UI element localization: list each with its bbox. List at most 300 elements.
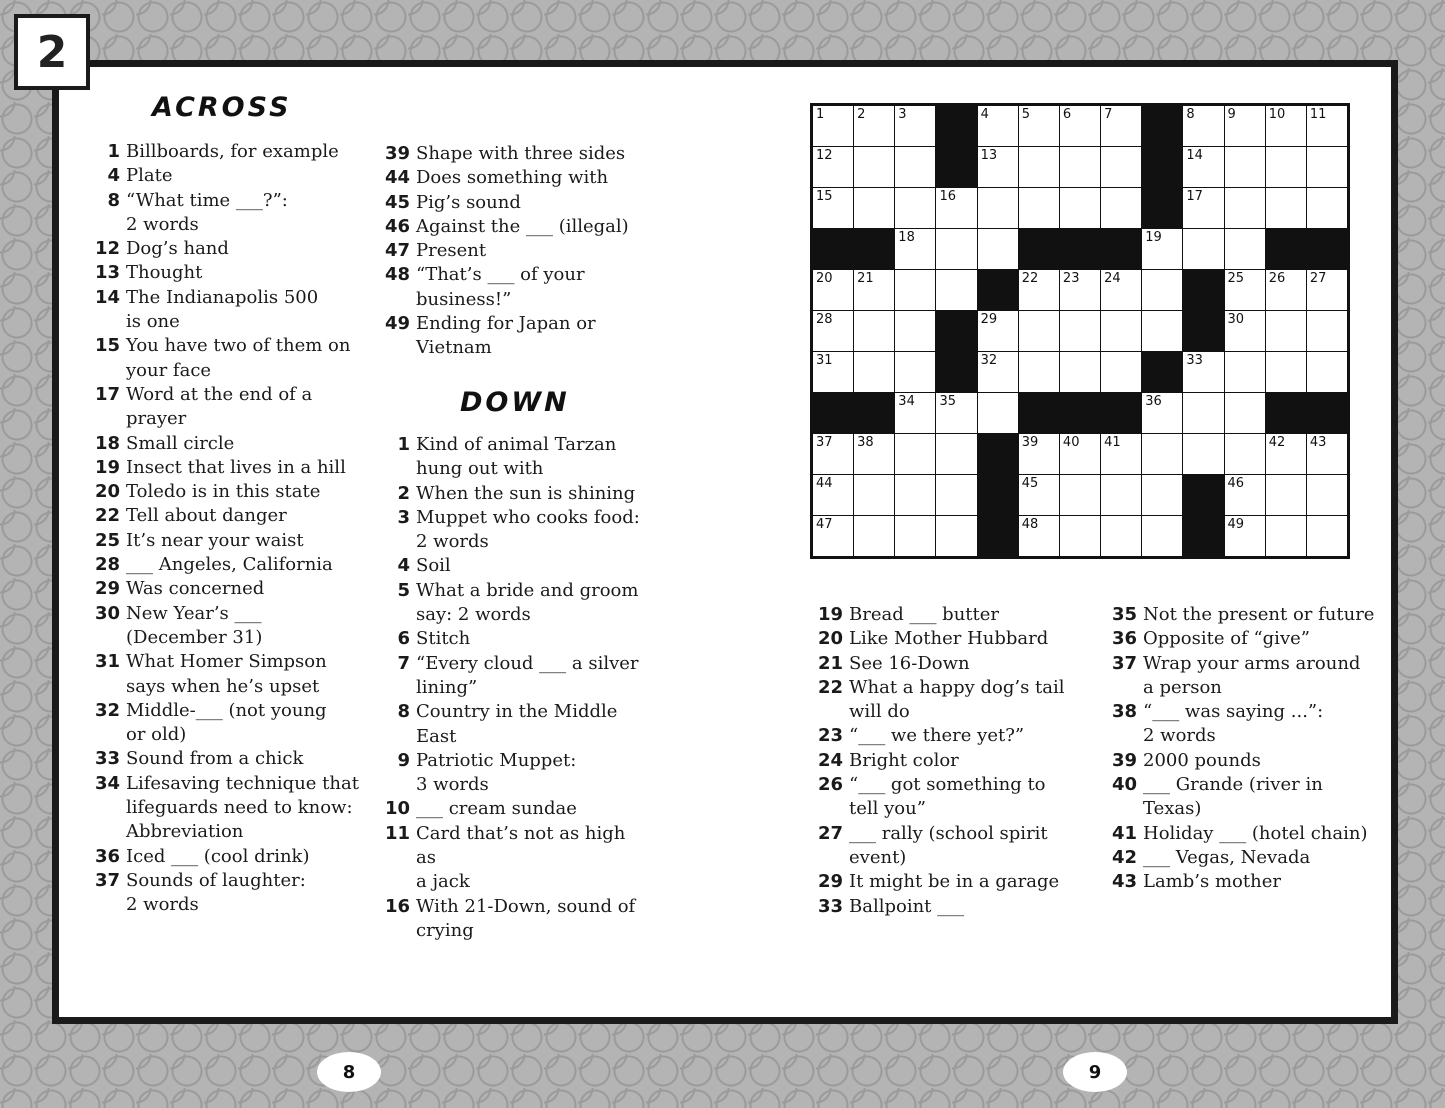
down-clue-42 bbox=[1107, 846, 1387, 870]
clue-line: Toledo is in this state bbox=[126, 481, 321, 503]
clue-text bbox=[120, 845, 309, 869]
black-square bbox=[1060, 393, 1100, 433]
cell-number: 21 bbox=[857, 271, 874, 286]
clue-line: Wrap your arms around bbox=[1143, 652, 1361, 674]
grid-cell[interactable] bbox=[1183, 229, 1223, 269]
grid-cell[interactable] bbox=[813, 106, 853, 146]
grid-cell[interactable] bbox=[895, 475, 935, 515]
black-square bbox=[936, 147, 976, 187]
grid-cell[interactable] bbox=[1225, 393, 1265, 433]
across-clue-12 bbox=[90, 237, 360, 261]
across-clue-48 bbox=[380, 263, 650, 312]
cell-number: 7 bbox=[1104, 107, 1113, 122]
clue-line: Pig’s sound bbox=[416, 191, 521, 213]
clue-line: Like Mother Hubbard bbox=[849, 628, 1049, 650]
across-clue-4 bbox=[90, 164, 360, 188]
clue-line: Vietnam bbox=[416, 337, 492, 359]
clue-text bbox=[410, 191, 521, 215]
clue-text bbox=[120, 529, 304, 553]
cell-number: 47 bbox=[816, 517, 833, 532]
clue-text bbox=[120, 261, 202, 285]
grid-cell[interactable] bbox=[813, 516, 853, 556]
clue-text bbox=[1137, 603, 1374, 627]
clue-line: will do bbox=[849, 701, 910, 723]
down-clue-2 bbox=[380, 482, 650, 506]
grid-cell[interactable] bbox=[1060, 147, 1100, 187]
clue-text bbox=[120, 553, 333, 577]
across-clue-29 bbox=[90, 577, 360, 601]
grid-cell[interactable] bbox=[813, 188, 853, 228]
grid-cell[interactable] bbox=[1101, 434, 1141, 474]
clue-number: 22 bbox=[817, 676, 843, 698]
grid-cell[interactable] bbox=[854, 516, 894, 556]
grid-cell[interactable] bbox=[1142, 393, 1182, 433]
clue-text bbox=[410, 142, 625, 166]
clue-line: Lamb’s mother bbox=[1143, 871, 1281, 893]
cell-number: 27 bbox=[1309, 271, 1327, 286]
grid-cell[interactable] bbox=[813, 434, 853, 474]
grid-cell[interactable] bbox=[895, 229, 935, 269]
grid-cell[interactable] bbox=[1307, 188, 1347, 228]
grid-cell[interactable] bbox=[1266, 188, 1306, 228]
grid-cell[interactable] bbox=[895, 516, 935, 556]
page-number-left: 8 bbox=[317, 1052, 381, 1092]
grid-cell[interactable] bbox=[1019, 516, 1059, 556]
clue-number: 39 bbox=[384, 143, 410, 164]
grid-cell[interactable] bbox=[1266, 475, 1306, 515]
clue-text bbox=[843, 822, 1048, 871]
clue-line: business!” bbox=[416, 288, 512, 310]
clue-text bbox=[410, 482, 635, 506]
clue-number: 12 bbox=[94, 238, 120, 260]
down-clue-26 bbox=[813, 773, 1093, 822]
clue-line: (December 31) bbox=[126, 626, 263, 648]
across-clue-44 bbox=[380, 166, 650, 190]
grid-cell[interactable] bbox=[1060, 352, 1100, 392]
grid-cell[interactable] bbox=[854, 188, 894, 228]
grid-cell[interactable] bbox=[1019, 270, 1059, 310]
grid-cell[interactable] bbox=[1307, 311, 1347, 351]
clue-number: 2 bbox=[397, 482, 410, 504]
down-clues-column-2 bbox=[813, 603, 1093, 919]
page-number-right: 9 bbox=[1063, 1052, 1127, 1092]
clue-text bbox=[1137, 700, 1323, 749]
grid-cell[interactable] bbox=[1183, 106, 1223, 146]
clue-number: 18 bbox=[94, 432, 120, 454]
grid-cell[interactable] bbox=[978, 393, 1018, 433]
grid-cell[interactable] bbox=[1183, 393, 1223, 433]
grid-cell[interactable] bbox=[1101, 352, 1141, 392]
grid-cell[interactable] bbox=[1266, 147, 1306, 187]
cell-number: 12 bbox=[816, 148, 833, 163]
grid-cell[interactable] bbox=[1019, 188, 1059, 228]
clue-text bbox=[843, 724, 1024, 748]
clue-number: 26 bbox=[817, 774, 843, 796]
cell-number: 44 bbox=[816, 476, 833, 491]
grid-cell[interactable] bbox=[1183, 188, 1223, 228]
grid-cell[interactable] bbox=[978, 106, 1018, 146]
clue-number: 27 bbox=[817, 822, 843, 844]
clue-line: Texas) bbox=[1143, 798, 1202, 820]
clue-text bbox=[120, 189, 288, 238]
grid-cell[interactable] bbox=[1101, 147, 1141, 187]
grid-cell[interactable] bbox=[1266, 270, 1306, 310]
clue-number: 16 bbox=[384, 895, 410, 917]
grid-cell[interactable] bbox=[1225, 270, 1265, 310]
clue-number: 9 bbox=[397, 749, 410, 771]
cell-number: 18 bbox=[898, 230, 915, 245]
down-clue-8 bbox=[380, 700, 650, 749]
grid-cell[interactable] bbox=[1142, 270, 1182, 310]
grid-cell[interactable] bbox=[1142, 434, 1182, 474]
grid-cell[interactable] bbox=[813, 352, 853, 392]
clue-line: ___ Angeles, California bbox=[126, 554, 333, 576]
clue-number: 4 bbox=[397, 555, 410, 577]
across-clue-14 bbox=[90, 286, 360, 335]
black-square bbox=[1060, 229, 1100, 269]
grid-cell[interactable] bbox=[895, 393, 935, 433]
black-square bbox=[1142, 188, 1182, 228]
clue-line: Small circle bbox=[126, 432, 235, 454]
grid-cell[interactable] bbox=[1142, 311, 1182, 351]
across-clue-39 bbox=[380, 142, 650, 166]
clue-line: What a happy dog’s tail bbox=[849, 676, 1065, 698]
across-clue-49 bbox=[380, 312, 650, 361]
black-square bbox=[1183, 516, 1223, 556]
grid-cell[interactable] bbox=[1101, 475, 1141, 515]
grid-cell[interactable] bbox=[1266, 106, 1306, 146]
clue-number: 19 bbox=[94, 456, 120, 478]
clue-text bbox=[410, 215, 629, 239]
clue-text bbox=[120, 432, 234, 456]
grid-cell[interactable] bbox=[1101, 270, 1141, 310]
grid-cell[interactable] bbox=[1183, 147, 1223, 187]
across-clue-45 bbox=[380, 191, 650, 215]
clue-line: Plate bbox=[126, 165, 173, 187]
clue-line: What Homer Simpson bbox=[126, 651, 327, 673]
grid-cell[interactable] bbox=[978, 311, 1018, 351]
grid-cell[interactable] bbox=[895, 188, 935, 228]
clue-number: 11 bbox=[384, 822, 410, 844]
down-clue-3 bbox=[380, 506, 650, 555]
clue-line: Lifesaving technique that bbox=[126, 772, 359, 794]
grid-cell[interactable] bbox=[813, 475, 853, 515]
clue-number: 19 bbox=[817, 604, 843, 625]
clue-text bbox=[120, 577, 264, 601]
cell-number: 8 bbox=[1186, 107, 1195, 122]
clue-text bbox=[120, 237, 229, 261]
grid-cell[interactable] bbox=[936, 270, 976, 310]
clue-number: 10 bbox=[384, 798, 410, 820]
down-heading: DOWN bbox=[460, 387, 570, 418]
across-clue-8 bbox=[90, 189, 360, 238]
clue-text bbox=[410, 166, 608, 190]
cell-number: 28 bbox=[816, 312, 833, 327]
grid-cell[interactable] bbox=[1060, 106, 1100, 146]
across-clue-37 bbox=[90, 869, 360, 918]
across-clue-18 bbox=[90, 432, 360, 456]
clue-line: Word at the end of a bbox=[126, 383, 313, 405]
grid-cell[interactable] bbox=[1225, 229, 1265, 269]
cell-number: 32 bbox=[980, 353, 998, 368]
clue-number: 3 bbox=[397, 506, 410, 528]
grid-cell[interactable] bbox=[1060, 516, 1100, 556]
grid-cell[interactable] bbox=[1307, 434, 1347, 474]
clue-number: 42 bbox=[1111, 846, 1137, 868]
grid-cell[interactable] bbox=[978, 188, 1018, 228]
grid-cell[interactable] bbox=[1019, 311, 1059, 351]
grid-cell[interactable] bbox=[936, 516, 976, 556]
cell-number: 23 bbox=[1062, 271, 1080, 286]
grid-cell[interactable] bbox=[1101, 188, 1141, 228]
clue-text bbox=[120, 164, 173, 188]
clue-line: Tell about danger bbox=[126, 505, 287, 527]
clue-line: Sound from a chick bbox=[126, 748, 304, 770]
clue-text bbox=[120, 747, 303, 771]
clue-text bbox=[120, 699, 327, 748]
clue-text bbox=[410, 239, 486, 263]
clue-line: ___ cream sundae bbox=[416, 798, 577, 820]
grid-cell[interactable] bbox=[854, 434, 894, 474]
down-clue-40 bbox=[1107, 773, 1387, 822]
grid-cell[interactable] bbox=[813, 311, 853, 351]
grid-cell[interactable] bbox=[1225, 147, 1265, 187]
cell-number: 22 bbox=[1021, 271, 1039, 286]
clue-number: 38 bbox=[1111, 701, 1137, 723]
down-clue-16 bbox=[380, 895, 650, 944]
cell-number: 20 bbox=[816, 271, 833, 286]
grid-cell[interactable] bbox=[1225, 106, 1265, 146]
black-square bbox=[1183, 311, 1223, 351]
cell-number: 40 bbox=[1062, 435, 1080, 450]
clue-line: It’s near your waist bbox=[126, 529, 304, 551]
clue-line: ___ Vegas, Nevada bbox=[1143, 846, 1311, 868]
grid-cell[interactable] bbox=[1266, 352, 1306, 392]
grid-cell[interactable] bbox=[1019, 434, 1059, 474]
cell-number: 1 bbox=[816, 107, 825, 122]
clue-line: “___ was saying ...”: bbox=[1143, 701, 1324, 723]
cell-number: 24 bbox=[1104, 271, 1121, 286]
grid-cell[interactable] bbox=[1307, 516, 1347, 556]
grid-cell[interactable] bbox=[854, 311, 894, 351]
cell-number: 43 bbox=[1309, 435, 1327, 450]
grid-cell[interactable] bbox=[813, 270, 853, 310]
grid-cell[interactable] bbox=[1019, 352, 1059, 392]
grid-cell[interactable] bbox=[1183, 352, 1223, 392]
clue-number: 1 bbox=[107, 141, 120, 162]
clue-text bbox=[410, 433, 616, 482]
clue-line: Sounds of laughter: bbox=[126, 869, 306, 891]
clue-text bbox=[843, 749, 959, 773]
clue-text bbox=[120, 480, 320, 504]
grid-cell[interactable] bbox=[1183, 434, 1223, 474]
grid-cell[interactable] bbox=[978, 352, 1018, 392]
grid-cell[interactable] bbox=[1307, 106, 1347, 146]
grid-cell[interactable] bbox=[1225, 188, 1265, 228]
cell-number: 2 bbox=[857, 107, 866, 122]
clue-text bbox=[120, 140, 339, 164]
clue-line: Does something with bbox=[416, 167, 609, 189]
clue-line: New Year’s ___ bbox=[126, 602, 262, 624]
clue-text bbox=[410, 627, 470, 651]
grid-cell[interactable] bbox=[1101, 311, 1141, 351]
clue-text bbox=[843, 895, 964, 919]
cell-number: 4 bbox=[980, 107, 989, 122]
cell-number: 11 bbox=[1309, 107, 1327, 122]
grid-cell[interactable] bbox=[1060, 188, 1100, 228]
down-clue-10 bbox=[380, 797, 650, 821]
clue-line: Dog’s hand bbox=[126, 238, 229, 260]
cell-number: 10 bbox=[1268, 107, 1286, 122]
grid-cell[interactable] bbox=[1307, 270, 1347, 310]
grid-cell[interactable] bbox=[936, 475, 976, 515]
grid-cell[interactable] bbox=[1266, 311, 1306, 351]
clue-line: says when he’s upset bbox=[126, 675, 320, 697]
down-clue-19 bbox=[813, 603, 1093, 627]
grid-cell[interactable] bbox=[1060, 311, 1100, 351]
grid-cell[interactable] bbox=[813, 147, 853, 187]
down-clues-column-1 bbox=[380, 433, 650, 943]
grid-cell[interactable] bbox=[1266, 516, 1306, 556]
grid-cell[interactable] bbox=[895, 147, 935, 187]
grid-cell[interactable] bbox=[1225, 434, 1265, 474]
across-clue-20 bbox=[90, 480, 360, 504]
cell-number: 19 bbox=[1145, 230, 1162, 245]
clue-text bbox=[120, 650, 327, 699]
grid-cell[interactable] bbox=[1142, 475, 1182, 515]
grid-cell[interactable] bbox=[854, 475, 894, 515]
grid-cell[interactable] bbox=[895, 270, 935, 310]
clue-text bbox=[120, 286, 318, 335]
grid-cell[interactable] bbox=[1307, 352, 1347, 392]
grid-cell[interactable] bbox=[1307, 147, 1347, 187]
across-clue-36 bbox=[90, 845, 360, 869]
clue-line: 2 words bbox=[126, 213, 199, 235]
clue-line: Country in the Middle bbox=[416, 701, 618, 723]
clue-number: 17 bbox=[94, 383, 120, 405]
clue-text bbox=[410, 312, 596, 361]
grid-cell[interactable] bbox=[1225, 475, 1265, 515]
cell-number: 5 bbox=[1021, 107, 1031, 122]
grid-cell[interactable] bbox=[1225, 352, 1265, 392]
clue-number: 44 bbox=[384, 167, 410, 189]
clue-line: Holiday ___ (hotel chain) bbox=[1143, 822, 1368, 844]
grid-cell[interactable] bbox=[1019, 147, 1059, 187]
grid-cell[interactable] bbox=[1019, 106, 1059, 146]
down-clue-41 bbox=[1107, 822, 1387, 846]
grid-cell[interactable] bbox=[1142, 229, 1182, 269]
clue-line: “That’s ___ of your bbox=[416, 264, 585, 286]
clue-number: 29 bbox=[94, 578, 120, 600]
clue-line: East bbox=[416, 725, 457, 747]
clue-text bbox=[1137, 749, 1261, 773]
clue-line: Soil bbox=[416, 555, 451, 577]
cell-number: 30 bbox=[1227, 312, 1245, 327]
clue-text bbox=[843, 627, 1048, 651]
grid-cell[interactable] bbox=[854, 270, 894, 310]
clue-text bbox=[410, 797, 577, 821]
grid-cell[interactable] bbox=[1307, 475, 1347, 515]
down-clue-7 bbox=[380, 652, 650, 701]
clue-line: event) bbox=[849, 846, 907, 868]
grid-cell[interactable] bbox=[1225, 516, 1265, 556]
black-square bbox=[1019, 393, 1059, 433]
across-clues-column-2 bbox=[380, 142, 650, 361]
clue-line: lining” bbox=[416, 676, 478, 698]
clue-line: a person bbox=[1143, 676, 1222, 698]
clue-line: your face bbox=[126, 359, 212, 381]
cell-number: 36 bbox=[1145, 394, 1162, 409]
cell-number: 29 bbox=[980, 312, 998, 327]
clue-line: or old) bbox=[126, 724, 187, 746]
clue-text bbox=[1137, 627, 1310, 651]
down-clues-column-3 bbox=[1107, 603, 1387, 895]
clue-line: Bread ___ butter bbox=[849, 604, 1000, 625]
grid-cell[interactable] bbox=[936, 434, 976, 474]
cell-number: 26 bbox=[1268, 271, 1286, 286]
grid-cell[interactable] bbox=[1060, 270, 1100, 310]
grid-cell[interactable] bbox=[854, 147, 894, 187]
clue-number: 34 bbox=[94, 772, 120, 794]
grid-cell[interactable] bbox=[895, 352, 935, 392]
grid-cell[interactable] bbox=[854, 352, 894, 392]
clue-text bbox=[843, 603, 999, 627]
clue-text bbox=[410, 652, 639, 701]
clue-number: 37 bbox=[94, 869, 120, 891]
clue-text bbox=[120, 504, 287, 528]
black-square bbox=[1101, 229, 1141, 269]
grid-cell[interactable] bbox=[1019, 475, 1059, 515]
black-square bbox=[978, 270, 1018, 310]
grid-cell[interactable] bbox=[978, 147, 1018, 187]
across-clue-46 bbox=[380, 215, 650, 239]
black-square bbox=[978, 434, 1018, 474]
grid-cell[interactable] bbox=[1101, 516, 1141, 556]
clue-line: crying bbox=[416, 919, 474, 941]
clue-number: 46 bbox=[384, 215, 410, 237]
grid-cell[interactable] bbox=[1266, 434, 1306, 474]
grid-cell[interactable] bbox=[895, 311, 935, 351]
clue-text bbox=[1137, 652, 1360, 701]
clue-line: Ballpoint ___ bbox=[849, 895, 965, 917]
grid-cell[interactable] bbox=[1060, 434, 1100, 474]
grid-cell[interactable] bbox=[1142, 516, 1182, 556]
grid-cell[interactable] bbox=[936, 393, 976, 433]
clue-number: 37 bbox=[1111, 652, 1137, 674]
clue-number: 6 bbox=[397, 628, 410, 650]
clue-text bbox=[843, 773, 1046, 822]
grid-cell[interactable] bbox=[895, 106, 935, 146]
clue-text bbox=[1137, 870, 1281, 894]
cell-number: 37 bbox=[816, 435, 833, 450]
clue-number: 32 bbox=[94, 699, 120, 721]
down-clue-35 bbox=[1107, 603, 1387, 627]
grid-cell[interactable] bbox=[1060, 475, 1100, 515]
grid-cell[interactable] bbox=[1225, 311, 1265, 351]
black-square bbox=[1142, 352, 1182, 392]
clue-number: 8 bbox=[107, 189, 120, 211]
down-clue-24 bbox=[813, 749, 1093, 773]
grid-cell[interactable] bbox=[978, 229, 1018, 269]
grid-cell[interactable] bbox=[1101, 106, 1141, 146]
across-clue-15 bbox=[90, 334, 360, 383]
grid-cell[interactable] bbox=[936, 188, 976, 228]
grid-cell[interactable] bbox=[854, 106, 894, 146]
grid-cell[interactable] bbox=[895, 434, 935, 474]
clue-line: Shape with three sides bbox=[416, 143, 626, 164]
clue-text bbox=[410, 895, 635, 944]
grid-cell[interactable] bbox=[936, 229, 976, 269]
